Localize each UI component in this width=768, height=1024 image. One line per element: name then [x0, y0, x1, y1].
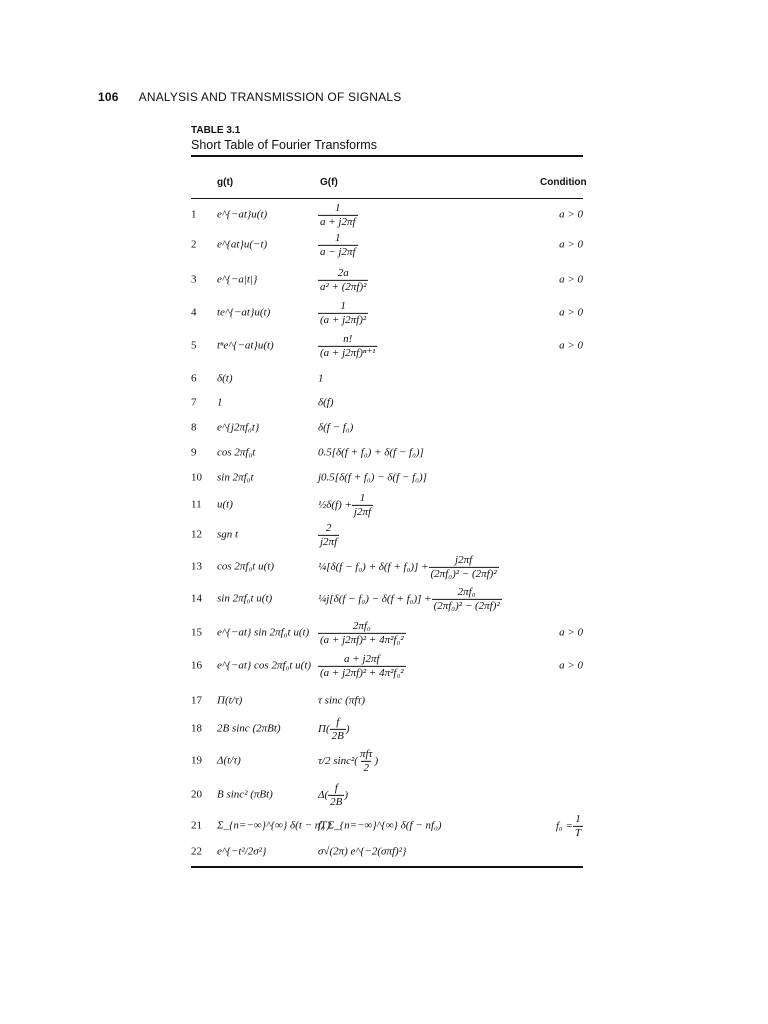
- row-number: 14: [191, 592, 202, 605]
- fraction-denominator: j2πf: [320, 535, 338, 548]
- time-function: B sinc² (πBt): [217, 788, 273, 801]
- fraction-numerator: 1: [335, 201, 341, 214]
- transform-expression: [318, 232, 358, 258]
- time-function: sin 2πf₀t u(t): [217, 592, 273, 605]
- transform-expression: [318, 333, 377, 359]
- fraction-denominator: T: [574, 826, 581, 839]
- transform-prefix: ¼[δ(f − f₀) + δ(f + f₀)] +: [318, 560, 429, 573]
- transform-expression: [318, 695, 365, 708]
- fraction-denominator: (a + j2πf)ⁿ⁺¹: [320, 346, 376, 359]
- fraction: [328, 782, 344, 808]
- time-function: cos 2πf₀t u(t): [217, 560, 274, 573]
- row-number: 21: [191, 819, 202, 832]
- transform-text: 0.5[δ(f + f₀) + δ(f − f₀)]: [318, 446, 424, 459]
- row-number: 3: [191, 273, 197, 286]
- fraction-denominator: a + j2πf: [320, 215, 356, 228]
- transform-expression: [318, 202, 358, 228]
- time-function: e^{−t²/2σ²}: [217, 845, 267, 858]
- time-function: Δ(t/τ): [217, 754, 241, 767]
- time-function: e^{−at} cos 2πf₀t u(t): [217, 659, 312, 672]
- transform-expression: [318, 397, 334, 410]
- transform-expression: [318, 653, 406, 679]
- time-function: δ(t): [217, 372, 233, 385]
- row-number: 15: [191, 626, 202, 639]
- running-head: [98, 90, 401, 104]
- transform-expression: [318, 846, 406, 859]
- row-number: 2: [191, 238, 197, 251]
- fraction: [352, 492, 373, 518]
- transform-text: f₀ Σ_{n=−∞}^{∞} δ(f − nf₀): [318, 819, 442, 832]
- fraction-denominator: 2B: [330, 795, 343, 808]
- time-function: e^{−at} sin 2πf₀t u(t): [217, 626, 310, 639]
- row-number: 5: [191, 339, 197, 352]
- fraction-numerator: 2: [325, 521, 332, 534]
- time-function: 1: [217, 396, 223, 409]
- transform-expression: [318, 472, 427, 485]
- time-function: sgn t: [217, 528, 239, 541]
- row-number: 9: [191, 446, 197, 459]
- time-function: e^{at}u(−t): [217, 238, 268, 251]
- transform-expression: [318, 522, 339, 548]
- condition: a > 0: [559, 659, 583, 672]
- transform-text: τ sinc (πfτ): [318, 694, 365, 707]
- row-number: 16: [191, 659, 202, 672]
- fraction: [330, 716, 346, 742]
- fraction-numerator: 1: [575, 812, 581, 825]
- fraction-denominator: (2πf₀)² − (2πf)²: [430, 567, 497, 580]
- table-caption: Short Table of Fourier Transforms: [191, 138, 377, 152]
- fraction-numerator: f: [334, 781, 338, 794]
- transform-prefix: ¼j[δ(f − f₀) − δ(f + f₀)] +: [318, 592, 432, 605]
- row-number: 22: [191, 845, 202, 858]
- transform-expression: [318, 782, 348, 808]
- row-number: 7: [191, 396, 197, 409]
- fraction: [573, 813, 583, 839]
- row-number: 13: [191, 560, 202, 573]
- fraction-denominator: j2πf: [353, 505, 372, 518]
- table-label: TABLE 3.1: [191, 125, 241, 136]
- fraction-numerator: 2πf₀: [457, 585, 476, 598]
- time-function: tⁿe^{−at}u(t): [217, 339, 274, 352]
- transform-prefix: Π(: [318, 722, 330, 735]
- fraction-numerator: n!: [343, 332, 353, 345]
- transform-prefix: ½δ(f) +: [318, 498, 352, 511]
- transform-expression: [318, 748, 378, 774]
- transform-expression: [318, 300, 368, 326]
- transform-expression: [318, 267, 368, 293]
- time-function: cos 2πf₀t: [217, 446, 256, 459]
- time-function: sin 2πf₀t: [217, 471, 254, 484]
- row-number: 11: [191, 498, 202, 511]
- transform-expression: [318, 373, 324, 386]
- row-number: 4: [191, 306, 197, 319]
- transform-expression: [318, 447, 424, 460]
- transform-expression: [318, 620, 406, 646]
- table-header-rule: [191, 198, 583, 199]
- transform-expression: [318, 716, 350, 742]
- fraction-denominator: 2: [363, 761, 369, 774]
- row-number: 17: [191, 694, 202, 707]
- time-function: u(t): [217, 498, 233, 511]
- fraction-numerator: 1: [335, 231, 341, 244]
- row-number: 8: [191, 421, 197, 434]
- condition: a > 0: [559, 273, 583, 286]
- page-number: 106: [98, 90, 119, 104]
- fraction-numerator: j2πf: [455, 553, 473, 566]
- row-number: 18: [191, 722, 202, 735]
- fraction: [318, 522, 339, 548]
- table-top-rule: [191, 155, 583, 157]
- time-function: e^{−at}u(t): [217, 208, 268, 221]
- transform-suffix: ): [374, 754, 379, 767]
- fraction: [429, 554, 499, 580]
- fraction-numerator: πfτ: [359, 747, 373, 760]
- fraction-numerator: 1: [340, 299, 346, 312]
- row-number: 12: [191, 528, 202, 541]
- fraction-numerator: 2a: [337, 266, 349, 279]
- transform-expression: [318, 492, 373, 518]
- transform-prefix: τ/2 sinc²(: [318, 754, 358, 767]
- fraction-denominator: 2B: [331, 729, 344, 742]
- fraction-numerator: 1: [359, 491, 366, 504]
- transform-prefix: Δ(: [318, 788, 329, 801]
- fraction: [318, 620, 406, 646]
- time-function: 2B sinc (2πBt): [217, 722, 281, 735]
- fraction-denominator: (a + j2πf)² + 4π²f₀²: [320, 666, 404, 679]
- column-header-g: g(t): [217, 177, 234, 188]
- fraction-numerator: 2πf₀: [352, 619, 371, 632]
- transform-text: j0.5[δ(f + f₀) − δ(f − f₀)]: [318, 471, 427, 484]
- table-bottom-rule: [191, 866, 583, 868]
- condition: a > 0: [559, 238, 583, 251]
- transform-expression: [318, 422, 353, 435]
- fraction-denominator: a − j2πf: [320, 245, 356, 258]
- column-header-G: G(f): [320, 177, 338, 188]
- time-function: te^{−at}u(t): [217, 306, 271, 319]
- row-number: 20: [191, 788, 202, 801]
- time-function: e^{j2πf₀t}: [217, 421, 260, 434]
- running-title: ANALYSIS AND TRANSMISSION OF SIGNALS: [138, 90, 402, 104]
- transform-text: σ√(2π) e^{−2(σπf)²}: [318, 845, 407, 858]
- fraction: [432, 586, 502, 612]
- fraction: [318, 300, 368, 326]
- fraction-denominator: (2πf₀)² − (2πf)²: [433, 599, 500, 612]
- condition: [520, 813, 583, 839]
- transform-text: δ(f − f₀): [318, 421, 354, 434]
- transform-text: δ(f): [318, 396, 334, 409]
- time-function: e^{−a|t|}: [217, 273, 258, 286]
- condition: a > 0: [559, 339, 583, 352]
- condition-prefix: f₀ =: [555, 819, 573, 832]
- fraction: [358, 748, 375, 774]
- row-number: 1: [191, 208, 197, 221]
- transform-expression: [318, 820, 441, 833]
- transform-expression: [318, 554, 499, 580]
- fraction: [318, 653, 406, 679]
- fraction: [318, 232, 358, 258]
- transform-text: 1: [318, 372, 324, 385]
- time-function: Π(t/τ): [217, 694, 243, 707]
- condition: a > 0: [559, 306, 583, 319]
- fraction-denominator: (a + j2πf)²: [320, 313, 367, 326]
- column-header-condition: Condition: [540, 177, 587, 188]
- transform-expression: [318, 586, 502, 612]
- condition: a > 0: [559, 208, 583, 221]
- row-number: 19: [191, 754, 202, 767]
- fraction-denominator: a² + (2πf)²: [320, 280, 367, 293]
- time-function: Σ_{n=−∞}^{∞} δ(t − nT): [217, 819, 331, 832]
- transform-suffix: ): [344, 788, 349, 801]
- transform-suffix: ): [345, 722, 350, 735]
- condition: a > 0: [559, 626, 583, 639]
- row-number: 6: [191, 372, 197, 385]
- row-number: 10: [191, 471, 202, 484]
- fraction: [318, 267, 368, 293]
- fraction-denominator: (a + j2πf)² + 4π²f₀²: [320, 633, 404, 646]
- fraction-numerator: a + j2πf: [344, 652, 380, 665]
- fraction: [318, 202, 358, 228]
- fraction-numerator: f: [336, 715, 340, 728]
- fraction: [318, 333, 377, 359]
